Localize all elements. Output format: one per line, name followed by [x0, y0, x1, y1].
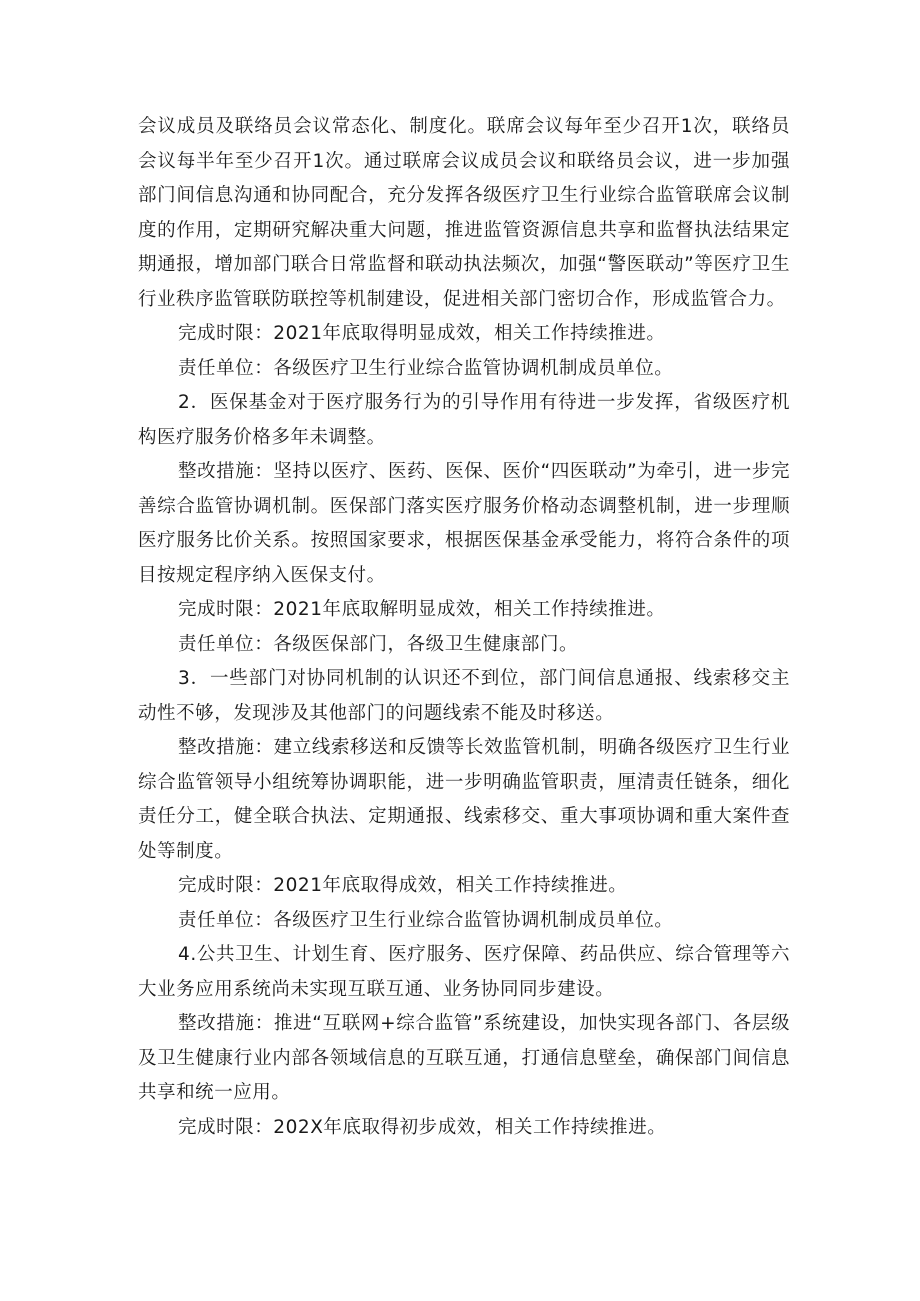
paragraph-responsible-1: 责任单位：各级医疗卫生行业综合监管协调机制成员单位。 — [178, 357, 674, 379]
paragraph-responsible-3: 责任单位：各级医疗卫生行业综合监管协调机制成员单位。 — [178, 909, 674, 931]
paragraph-deadline-4: 完成时限：202X年底取得初步成效，相关工作持续推进。 — [178, 1116, 667, 1138]
paragraph-measures-2: 整改措施：坚持以医疗、医药、医保、医价“四医联动”为牵引，进一步完善综合监管协调机制。医保部门落实医疗服务价格动态调整机制，进一步理顺医疗服务比价关系。按照国家要求，根据医保基金承受能力，将符合条件的项目按规定程序纳入医保支付。 — [138, 461, 790, 586]
paragraph-meeting-normalization: 会议成员及联络员会议常态化、制度化。联席会议每年至少召开1次，联络员会议每半年至少召开1次。通过联席会议成员会议和联络员会议，进一步加强部门间信息沟通和协同配合，充分发挥各级医疗卫生行业综合监管联席会议制度的作用，定期研究解决重大问题，推进监管资源信息共享和监督执法结果定期通报，增加部门联合日常监督和联动执法频次，加强“警医联动”等医疗卫生行业秩序监管联防联控等机制建设，促进相关部门密切合作，形成监管合力。 — [138, 116, 790, 310]
paragraph-measures-3: 整改措施：建立线索移送和反馈等长效监管机制，明确各级医疗卫生行业综合监管领导小组统筹协调职能，进一步明确监管职责，厘清责任链条，细化责任分工，健全联合执法、定期通报、线索移交、重大事项协调和重大案件查处等制度。 — [138, 737, 790, 862]
document-body — [138, 110, 790, 1145]
paragraph-issue-3: 3．一些部门对协同机制的认识还不到位，部门间信息通报、线索移交主动性不够，发现涉及其他部门的问题线索不能及时移送。 — [138, 668, 790, 724]
paragraph-deadline-3: 完成时限：2021年底取得成效，相关工作持续推进。 — [178, 875, 628, 896]
paragraph-issue-4: 4.公共卫生、计划生育、医疗服务、医疗保障、药品供应、综合管理等六大业务应用系统尚未实现互联互通、业务协同同步建设。 — [138, 944, 790, 1000]
paragraph-issue-2: 2．医保基金对于医疗服务行为的引导作用有待进一步发挥，省级医疗机构医疗服务价格多年未调整。 — [138, 392, 790, 448]
paragraph-responsible-2: 责任单位：各级医保部门，各级卫生健康部门。 — [178, 633, 579, 655]
paragraph-deadline-1: 完成时限：2021年底取得明显成效，相关工作持续推进。 — [178, 323, 666, 344]
paragraph-deadline-2: 完成时限：2021年底取解明显成效，相关工作持续推进。 — [178, 599, 666, 620]
paragraph-measures-4: 整改措施：推进“互联网+综合监管”系统建设，加快实现各部门、各层级及卫生健康行业内部各领域信息的互联互通，打通信息壁垒，确保部门间信息共享和统一应用。 — [138, 1013, 790, 1103]
